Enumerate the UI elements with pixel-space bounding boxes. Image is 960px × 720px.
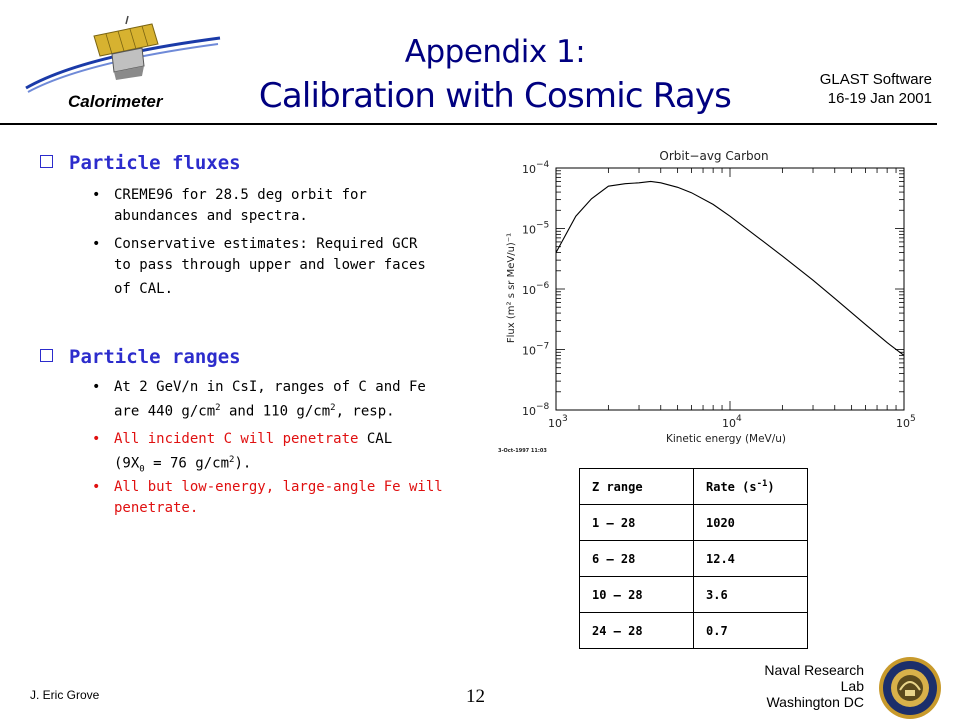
text-fragment: and 110 g/cm [220,403,331,420]
bullet-line: All but low-energy, large-angle Fe will [114,479,443,495]
header-info [760,70,932,108]
table-header-cell: Rate $(s^{-1})$ [694,469,808,505]
org-name: GLAST Software [819,71,932,88]
text-fragment: All incident C will penetrate [114,431,359,447]
x-tick-label: $10^5$ [896,414,916,430]
bullet-creme96: • CREME96 for 28.5 deg orbit for abundances and spectra. [114,185,474,227]
page-title-line2: Calibration with Cosmic Rays [258,76,732,116]
bullet-line [114,429,474,450]
table-row [580,505,808,541]
section-title: Particle fluxes [69,152,241,174]
y-tick-label: $10^{-8}$ [522,402,550,418]
carbon-flux-chart [494,140,924,460]
bullet-line: ($9X_0 = 76$ $g/cm^2$). [114,455,252,475]
text-fragment: are 440 g/cm [114,403,216,420]
x-tick-label: $10^3$ [548,414,568,430]
y-tick-label: $10^{-7}$ [522,341,550,358]
y-tick-label: $10^{-6}$ [522,281,550,297]
bullet-line: of CAL. [114,281,174,297]
table-cell: 1020 [694,505,808,541]
text-fragment: = 76 g/cm [144,455,230,472]
table-cell: 24 – 28 [580,613,694,649]
lab-line: Washington DC [766,694,864,710]
glast-satellite-logo [22,14,222,100]
square-bullet-icon [40,349,53,362]
section-heading-ranges [40,346,241,368]
lab-name [740,662,864,710]
bullet-line: CREME96 for 28.5 deg orbit for [114,187,367,203]
series-line [556,181,904,355]
bullet-conservative: • Conservative estimates: Required GCR to pass through upper and lower faces of CAL. [114,234,474,300]
table-cell: 1 – 28 [580,505,694,541]
bullet-iron: • All but low-energy, large-angle Fe will penetrate. [114,477,474,519]
section-title: Particle ranges [69,346,241,368]
rate-table [579,468,808,649]
text-fragment: CAL [358,431,393,447]
table-cell: 10 – 28 [580,577,694,613]
text-fragment: ). [234,455,252,472]
bullet-carbon: • All incident C will penetrate CAL ($9X_0 = 76$ $g/cm^2$). [114,429,474,480]
text-fragment: 0 [139,464,145,475]
author-name: J. Eric Grove [30,688,100,702]
page-title-line1: Appendix 1: [404,34,586,70]
table-row [580,577,808,613]
nrl-seal-logo [878,656,942,720]
x-axis-label: Kinetic energy (MeV/u) [665,433,787,445]
bullet-line: At 2 GeV/n in CsI, ranges of C and Fe [114,379,426,395]
calorimeter-label: Calorimeter [68,92,163,111]
table-header-cell: Z range [580,469,694,505]
y-tick-label: $10^{-5}$ [522,220,550,237]
y-tick-label: $10^{-4}$ [522,160,550,176]
lab-line: Naval Research Lab [764,662,864,694]
chart-footnote: 3-Oct-1997 11:03 [498,448,547,454]
bullet-ranges: • At 2 GeV/n in CsI, ranges of C and Fe are 440 $g/cm^2$ and 110 $g/cm^2$, resp. [114,377,474,423]
bullet-line: Conservative estimates: Required GCR [114,236,418,252]
table-cell: 3.6 [694,577,808,613]
bullet-line: abundances and spectra. [114,208,308,224]
table-row [580,541,808,577]
plot-frame [556,168,904,410]
text-fragment: (9X [114,455,140,472]
meeting-date: 16-19 Jan 2001 [827,90,932,107]
bullet-line: penetrate. [114,500,199,516]
table-cell: 0.7 [694,613,808,649]
table-cell: 6 – 28 [580,541,694,577]
bullet-line: to pass through upper and lower faces [114,257,426,273]
table-cell: 12.4 [694,541,808,577]
x-tick-label: $10^4$ [722,414,742,430]
plot-area [522,160,916,430]
header-divider [0,123,937,125]
y-axis-label: Flux (m² s sr MeV/u)⁻¹ [506,232,517,344]
square-bullet-icon [40,155,53,168]
text-fragment: , resp. [335,403,395,420]
chart-title: Orbit−avg Carbon [659,149,769,163]
table-row [580,613,808,649]
section-heading-fluxes [40,152,241,174]
page-number: 12 [466,686,485,707]
table-header-row [580,469,808,505]
bullet-line: are 440 $g/cm^2$ and 110 $g/cm^2$, resp. [114,403,395,420]
